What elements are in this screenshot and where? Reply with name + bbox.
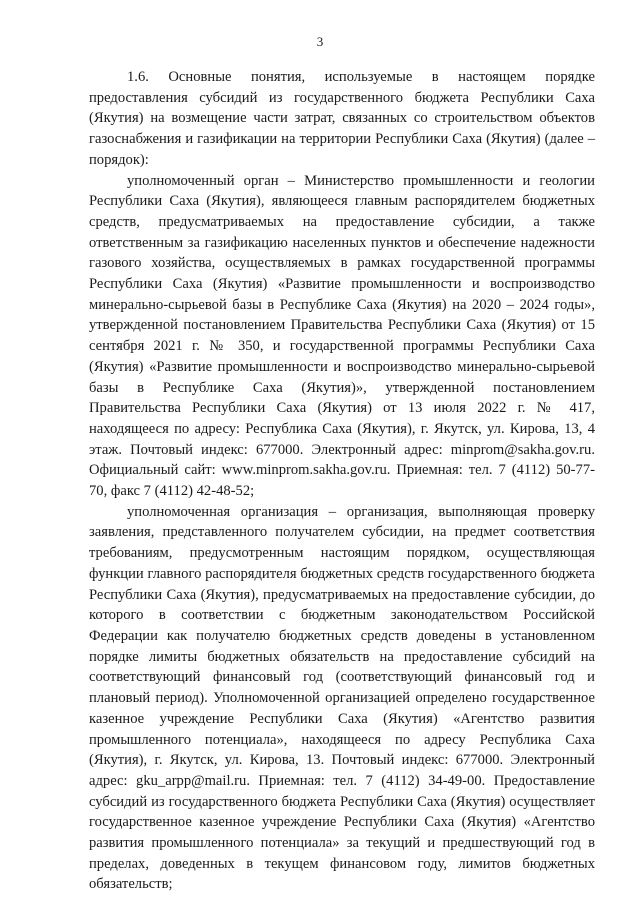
- paragraph-authorized-organization: уполномоченная организация – организация, выполняющая проверку заявления, представленного получателем субсидии, на предмет соответствия требованиям, предусмотренным настоящим порядком, осуществляющая функции главного распорядителя бюджетных средств государственного бюджета Республики Саха (Якутия), предусматриваемых на предоставление субсидии, до которого в соответствии с бюджетным законодательством Российской Федерации как получателю бюджетных средств доведены в установленном порядке лимиты бюджетных обязательств на предоставление субсидий на соответствующий финансовый год (соответствующий финансовый год и плановый период). Уполномоченной организацией определено государственное казенное учреждение Республики Саха (Якутия) «Агентство развития промышленного потенциала», находящееся по адресу Республика Саха (Якутия), г. Якутск, ул. Кирова, 13. Почтовый индекс: 677000. Электронный адрес: gku_arpp@mail.ru. Приемная: тел. 7 (4112) 34-49-00. Предоставление субсидий из государственного бюджета Республики Саха (Якутия) осуществляет государственное казенное учреждение Республики Саха (Якутия) «Агентство развития промышленного потенциала» за текущий и предшествующий год в пределах, доведенных в текущем финансовом году, лимитов бюджетных обязательств;: [89, 503, 595, 893]
- page-number: 3: [316, 34, 324, 49]
- paragraph-definitions-intro: 1.6. Основные понятия, используемые в настоящем порядке предоставления субсидий из государственного бюджета Республики Саха (Якутия) на возмещение части затрат, связанных со строительством объектов газоснабжения и газификации на территории Республики Саха (Якутия) (далее – порядок):: [89, 69, 595, 168]
- paragraph-authorized-body: уполномоченный орган – Министерство промышленности и геологии Республики Саха (Якутия), являющееся главным распорядителем бюджетных средств, предусматриваемых на предоставление субсидии, а также ответственным за газификацию населенных пунктов и обеспечение надежности газового хозяйства, осуществляемых в рамках государственной программы Республики Саха (Якутия) «Развитие промышленности и воспроизводство минерально-сырьевой базы в Республике Саха (Якутия) на 2020 – 2024 годы», утвержденной постановлением Правительства Республики Саха (Якутия) от 15 сентября 2021 г. № 350, и государственной программы Республики Саха (Якутия) «Развитие промышленности и воспроизводство минерально-сырьевой базы в Республике Саха (Якутия)», утвержденной постановлением Правительства Республики Саха (Якутия) от 13 июля 2022 г. № 417, находящееся по адресу: Республика Саха (Якутия), г. Якутск, ул. Кирова, 13, 4 этаж. Почтовый индекс: 677000. Электронный адрес: minprom@sakha.gov.ru. Официальный сайт: www.minprom.sakha.gov.ru. Приемная: тел. 7 (4112) 50-77-70, факс 7 (4112) 42-48-52;: [89, 172, 595, 500]
- document-body: [89, 67, 595, 895]
